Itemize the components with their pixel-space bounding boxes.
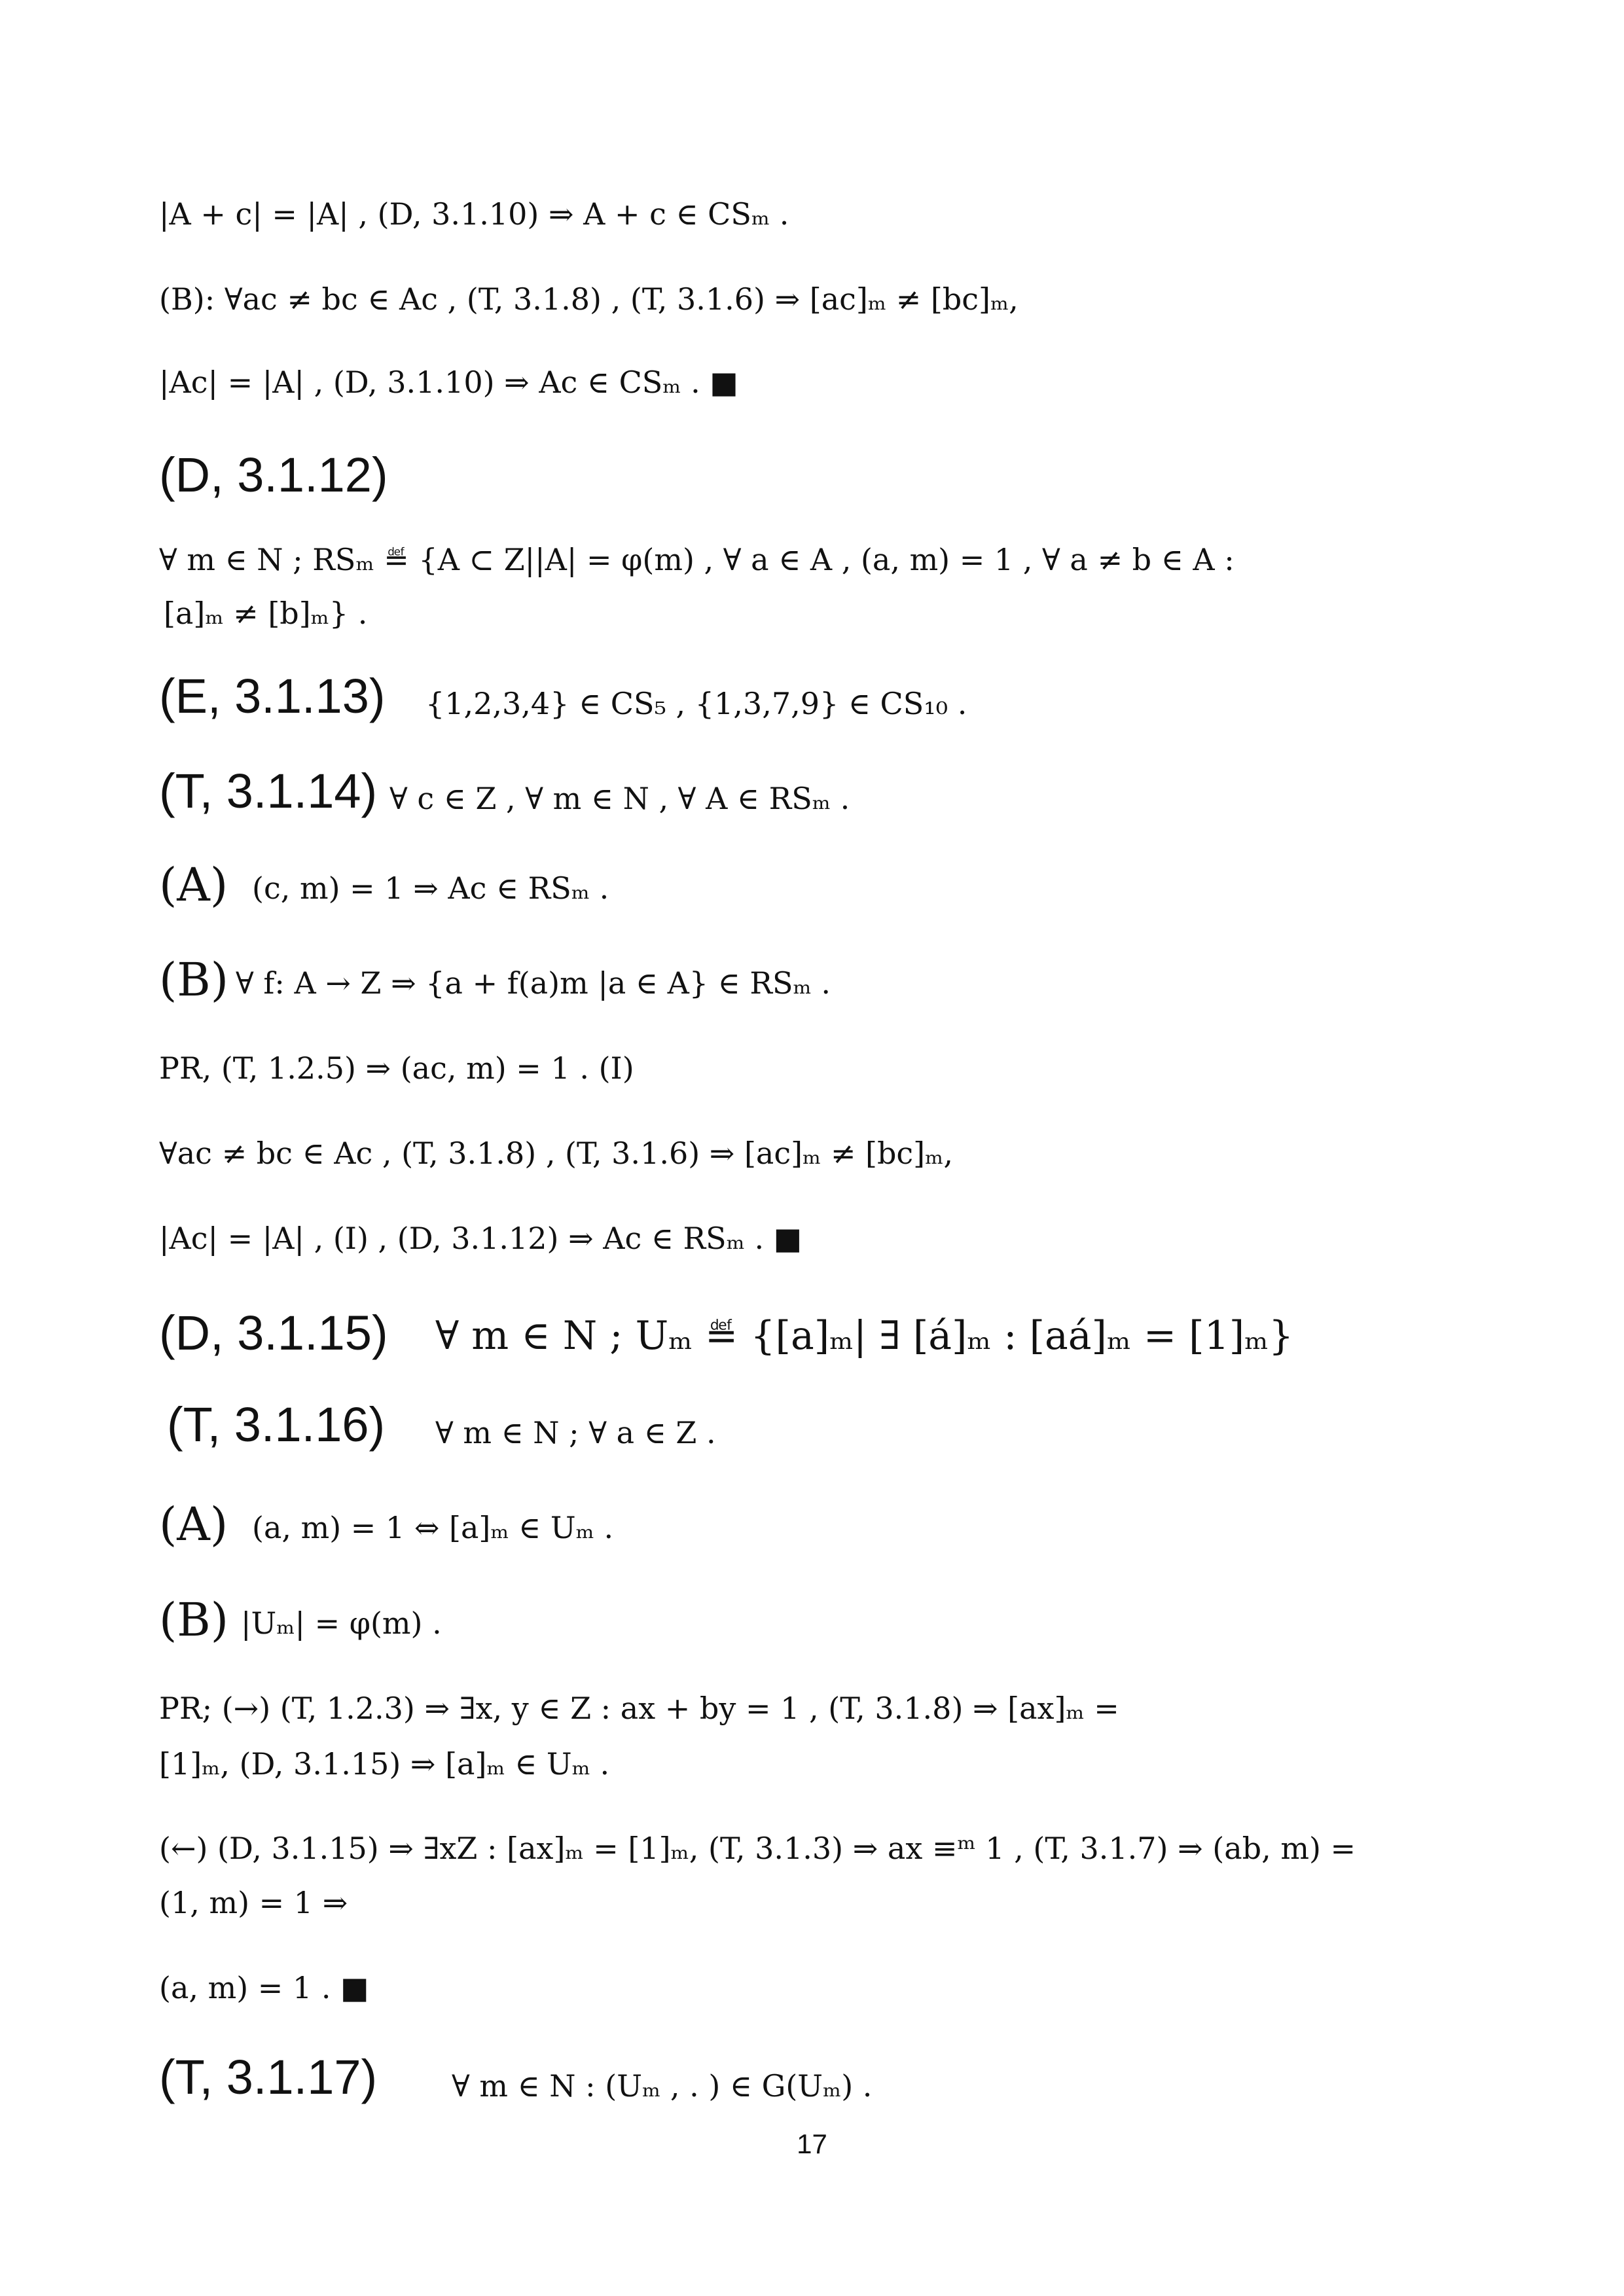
text-line: PR, (T, 1.2.5) ⇒ (ac, m) = 1 . (I) xyxy=(159,1050,634,1086)
theorem-heading: (T, 3.1.17) xyxy=(159,2050,378,2104)
text-line: |Uₘ| = φ(m) . xyxy=(241,1605,442,1641)
text-line: (c, m) = 1 ⇒ Ac ∈ RSₘ . xyxy=(252,870,609,906)
theorem-heading: (T, 3.1.14) xyxy=(159,764,378,818)
definition-heading: (D, 3.1.15) xyxy=(159,1306,388,1360)
part-label: (A) xyxy=(159,858,228,912)
text-line: ∀ m ∈ N : (Uₘ , . ) ∈ G(Uₘ) . xyxy=(452,2068,873,2104)
text-line: (a, m) = 1 ⇔ [a]ₘ ∈ Uₘ . xyxy=(252,1510,614,1545)
part-label: (B) xyxy=(159,1593,229,1647)
text-line: ∀ c ∈ Z , ∀ m ∈ N , ∀ A ∈ RSₘ . xyxy=(389,781,850,816)
text-line: ∀ m ∈ N ; Uₘ ≝ {[a]ₘ| ∃ [á]ₘ : [aá]ₘ = [1]ₘ} xyxy=(435,1313,1294,1359)
text-line: |Ac| = |A| , (I) , (D, 3.1.12) ⇒ Ac ∈ RSₘ . ■ xyxy=(159,1221,803,1256)
example-heading: (E, 3.1.13) xyxy=(159,669,386,723)
text-line: [1]ₘ, (D, 3.1.15) ⇒ [a]ₘ ∈ Uₘ . xyxy=(159,1746,610,1782)
text-line: [a]ₘ ≠ [b]ₘ} . xyxy=(164,596,368,631)
text-line: ∀ m ∈ N ; ∀ a ∈ Z . xyxy=(435,1415,716,1450)
text-line: |A + c| = |A| , (D, 3.1.10) ⇒ A + c ∈ CSₘ . xyxy=(159,196,789,232)
text-line: {1,2,3,4} ∈ CS₅ , {1,3,7,9} ∈ CS₁₀ . xyxy=(425,686,967,721)
part-label: (A) xyxy=(159,1498,228,1551)
text-line: (B): ∀ac ≠ bc ∈ Ac , (T, 3.1.8) , (T, 3.1.6) ⇒ [ac]ₘ ≠ [bc]ₘ, xyxy=(159,281,1019,317)
text-line: (1, m) = 1 ⇒ xyxy=(159,1885,348,1920)
text-line: ∀ f: A → Z ⇒ {a + f(a)m |a ∈ A} ∈ RSₘ . xyxy=(236,965,831,1001)
text-line: PR; (→) (T, 1.2.3) ⇒ ∃x, y ∈ Z : ax + by = 1 , (T, 3.1.8) ⇒ [ax]ₘ = xyxy=(159,1691,1119,1726)
text-line: ∀ac ≠ bc ∈ Ac , (T, 3.1.8) , (T, 3.1.6) ⇒ [ac]ₘ ≠ [bc]ₘ, xyxy=(159,1136,953,1171)
theorem-heading: (T, 3.1.16) xyxy=(167,1397,386,1452)
part-label: (B) xyxy=(159,953,229,1007)
text-line: (←) (D, 3.1.15) ⇒ ∃xZ : [ax]ₘ = [1]ₘ, (T, 3.1.3) ⇒ ax ≡ᵐ 1 , (T, 3.1.7) ⇒ (ab, m) = xyxy=(159,1831,1356,1866)
definition-heading: (D, 3.1.12) xyxy=(159,448,388,502)
text-line: |Ac| = |A| , (D, 3.1.10) ⇒ Ac ∈ CSₘ . ■ xyxy=(159,365,738,400)
page-number: 17 xyxy=(797,2128,827,2159)
text-line: ∀ m ∈ N ; RSₘ ≝ {A ⊂ Z||A| = φ(m) , ∀ a ∈ A , (a, m) = 1 , ∀ a ≠ b ∈ A : xyxy=(159,542,1235,577)
text-line: (a, m) = 1 . ■ xyxy=(159,1970,369,2005)
